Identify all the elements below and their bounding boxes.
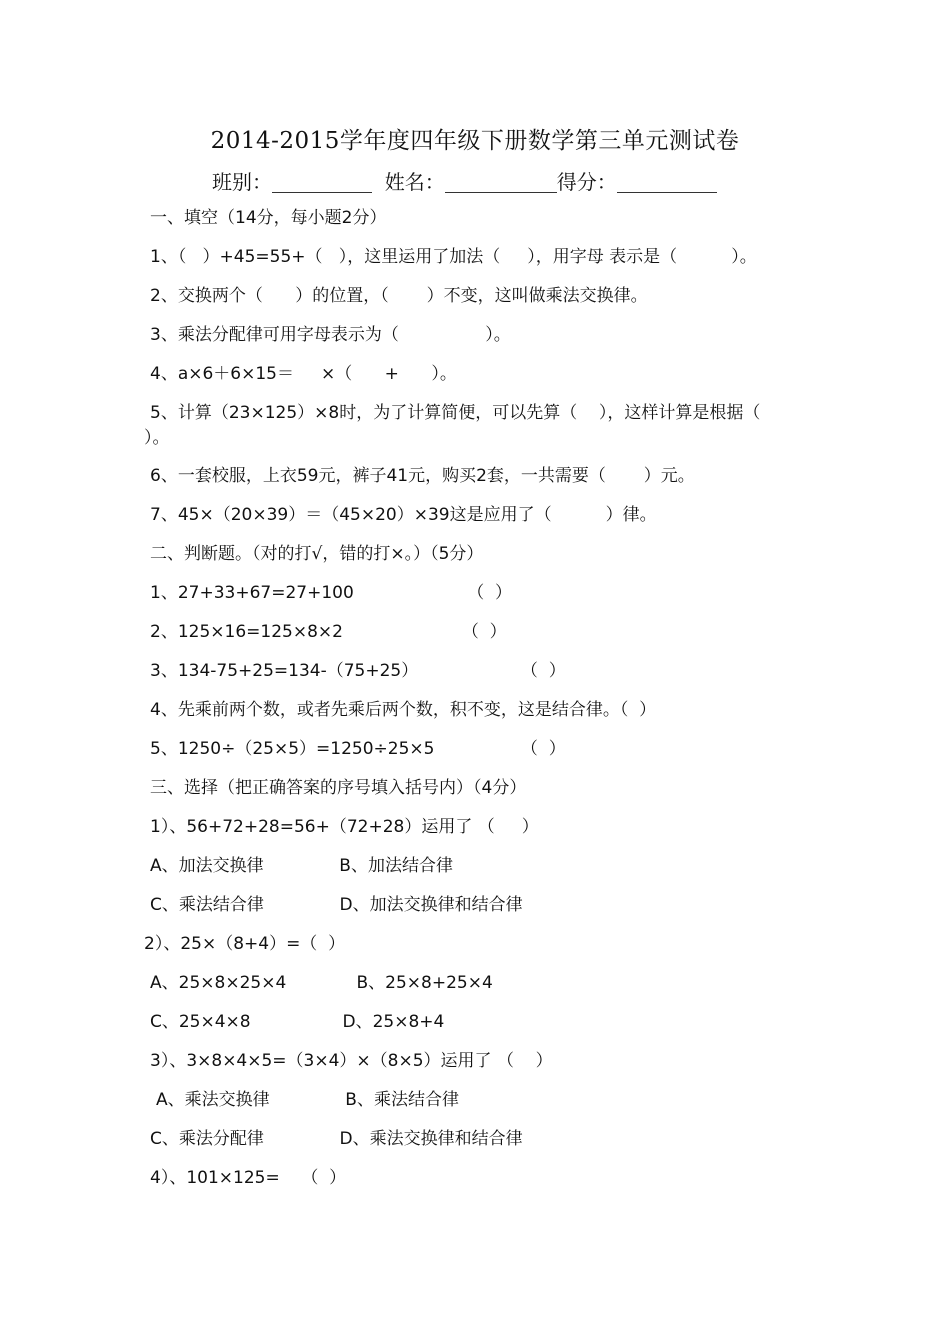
score-label: 得分： (556, 170, 617, 194)
s3-q3-options-ab: A、乘法交换律 B、乘法结合律 (156, 1090, 459, 1110)
s2-question-3: 3、134-75+25=134-（75+25） （ ） (150, 661, 566, 681)
class-blank (272, 172, 372, 193)
s1-question-5: 5、计算（23×125）×8时，为了计算简便，可以先算（ ），这样计算是根据（ (150, 403, 761, 423)
page-title: 2014-2015学年度四年级下册数学第三单元测试卷 (210, 128, 740, 154)
s2-question-5: 5、1250÷（25×5）=1250÷25×5 （ ） (150, 739, 566, 759)
s1-question-4: 4、a×6＋6×15＝ ×（ + ）。 (150, 364, 457, 384)
s3-q2-options-ab: A、25×8×25×4 B、25×8+25×4 (150, 973, 493, 993)
s3-question-2: 2）、25×（8+4）=（ ） (144, 934, 346, 954)
s3-q1-options-cd: C、乘法结合律 D、加法交换律和结合律 (150, 895, 523, 915)
s1-question-1: 1、（ ）+45=55+（ ），这里运用了加法（ ），用字母 表示是（ ）。 (150, 247, 757, 267)
s1-question-2: 2、交换两个（ ）的位置，（ ）不变，这叫做乘法交换律。 (150, 286, 648, 306)
section2-heading: 二、判断题。（对的打√，错的打×。）（5分） (150, 544, 484, 564)
s1-question-5-cont: ）。 (144, 428, 170, 448)
s3-q3-options-cd: C、乘法分配律 D、乘法交换律和结合律 (150, 1129, 523, 1149)
class-label: 班别： (212, 170, 272, 194)
s3-question-3: 3）、3×8×4×5=（3×4）×（8×5）运用了 （ ） (150, 1051, 553, 1071)
s2-question-1: 1、27+33+67=27+100 （ ） (150, 583, 513, 603)
s3-question-1: 1）、56+72+28=56+（72+28）运用了 （ ） (150, 817, 539, 837)
s3-q1-options-ab: A、加法交换律 B、加法结合律 (150, 856, 453, 876)
student-info-line (212, 166, 717, 195)
s1-question-6: 6、一套校服，上衣59元，裤子41元，购买2套，一共需要（ ）元。 (150, 466, 695, 486)
s3-question-4: 4）、101×125= （ ） (150, 1168, 347, 1188)
section1-heading: 一、填空（14分，每小题2分） (150, 208, 387, 228)
s1-question-7: 7、45×（20×39）＝（45×20）×39这是应用了（ ）律。 (150, 505, 657, 525)
s3-q2-options-cd: C、25×4×8 D、25×8+4 (150, 1012, 445, 1032)
s2-question-4: 4、先乘前两个数，或者先乘后两个数，积不变，这是结合律。（ ） (150, 700, 657, 720)
s2-question-2: 2、125×16=125×8×2 （ ） (150, 622, 507, 642)
score-blank (617, 172, 717, 193)
name-blank (445, 172, 557, 193)
name-label: 姓名： (384, 170, 445, 194)
section3-heading: 三、选择（把正确答案的序号填入括号内）（4分） (150, 778, 527, 798)
s1-question-3: 3、乘法分配律可用字母表示为（ ）。 (150, 325, 511, 345)
